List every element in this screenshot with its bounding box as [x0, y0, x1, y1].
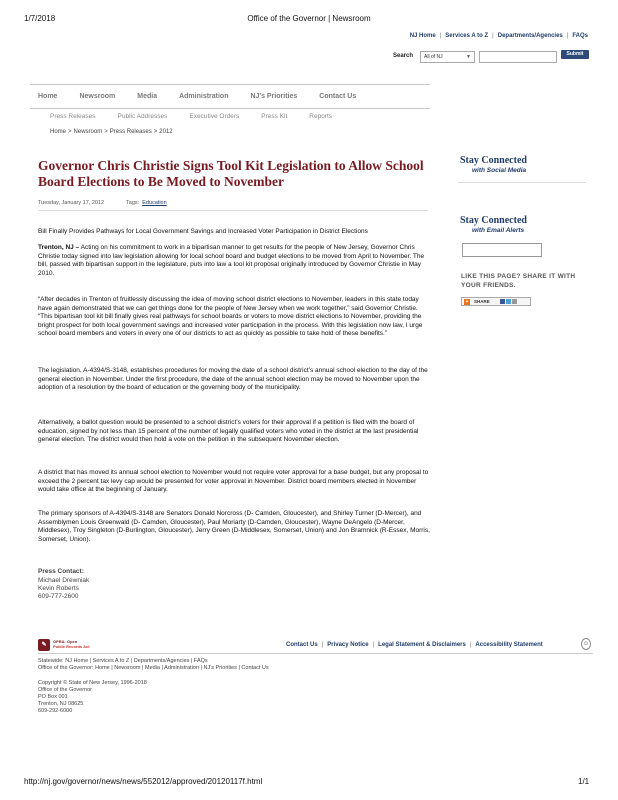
article-paragraph-3: The legislation, A-4394/S-3148, establishes procedures for moving the date of a school district’s annual school election to the day of the general election in November. Under the first procedure, the date of the annual school election may be moved to November upon the adoption of a resolution by the board of education or the governing body of the municipality.	[38, 367, 428, 392]
util-link-services[interactable]: Services A to Z	[445, 33, 489, 39]
separator: |	[566, 33, 569, 39]
print-date: 1/7/2018	[24, 14, 56, 23]
breadcrumb-separator: >	[153, 129, 158, 135]
article-headline: Governor Chris Christie Signs Tool Kit Legislation to Allow School Board Elections to Be Moved to November	[38, 158, 424, 189]
opra-line-2: Public Records Act	[53, 643, 90, 649]
copyright: Copyright © State of New Jersey, 1996-2018	[38, 680, 147, 686]
article-paragraph-2: “After decades in Trenton of fruitlessly discussing the idea of moving school district elections to November, leaders in this state today have again demonstrated that we can get things done for the people of New Jersey when we work together,” said Governor Christie. “This bipartisan tool kit bill finally gives real pathways for school boards or voters to move district elections to November, providing the bright prospect for both local government savings and increased voter participation in the process. With this legislation now law, I urge school board members and voters in every one of our districts to act as quickly as possible to take hold of these benefits.”	[38, 296, 423, 338]
address-line-1: Office of the Governor	[38, 687, 93, 693]
breadcrumb-separator: >	[68, 129, 72, 135]
share-prompt: LIKE THIS PAGE? SHARE IT WITH YOUR FRIENDS.	[461, 273, 576, 289]
paragraph-1-text: Acting on his commitment to work in a bipartisan manner to get results for the people of New Jersey, Governor Chris Christie today signed into law legislation allowing for local school board and budget elections to be moved from April to November. The bill, passed with bipartisan support in the legislature, puts into law a tool kit proposal originally introduced by Governor Christie in May 2010.	[38, 244, 425, 277]
article-paragraph-6: The primary sponsors of A-4394/S-3148 are Senators Donald Norcross (D- Camden, Gloucester), and Shirley Turner (D-Mercer), and Assemblymen Louis Greenwald (D- Camden, Gloucester), Paul Moriarty (D-Camden, Gloucester), Wayne DeAngelo (D-Mercer, Middlesex), Troy Singleton (D-Burlington, Gloucester), Jerry Green (D-Middlesex, Somerset, Union) and Jon Bramnick (R-Essex, Morris, Somerset, Union).	[38, 510, 430, 543]
email-alerts-link[interactable]: with Email Alerts	[472, 227, 525, 234]
subnav-reports[interactable]: Reports	[309, 113, 333, 120]
nav-home[interactable]: Home	[38, 93, 58, 100]
share-button[interactable]	[461, 297, 531, 306]
util-link-nj-home[interactable]: NJ Home	[409, 33, 436, 39]
tag-link[interactable]: Education	[142, 200, 167, 206]
footer-accessibility[interactable]: Accessibility Statement	[475, 642, 543, 648]
utility-nav	[410, 33, 588, 39]
search-input[interactable]	[479, 51, 557, 63]
facebook-icon	[500, 299, 505, 304]
chevron-down-icon: ▼	[466, 54, 471, 60]
article-date: Tuesday, January 17, 2012	[38, 200, 105, 206]
subnav-public-addresses[interactable]: Public Addresses	[117, 113, 168, 120]
print-url: http://nj.gov/governor/news/news/552012/approved/20120117f.html	[24, 777, 263, 786]
nav-contact[interactable]: Contact Us	[319, 93, 357, 100]
nav-priorities[interactable]: NJ's Priorities	[250, 93, 298, 100]
article-meta	[38, 200, 167, 206]
footer-statewide-links: Statewide: NJ Home | Services A to Z | Departments/Agencies | FAQs	[38, 658, 208, 664]
press-contact-name-1: Michael Drewniak	[38, 577, 90, 584]
press-contact-label: Press Contact:	[38, 568, 84, 575]
footer-contact-us[interactable]: Contact Us	[286, 642, 318, 648]
article-paragraph-1	[38, 244, 430, 278]
press-contact-phone: 609-777-2600	[38, 593, 79, 600]
plus-icon: +	[465, 298, 469, 305]
sub-nav	[50, 113, 354, 120]
dateline: Trenton, NJ –	[38, 244, 80, 251]
breadcrumb-newsroom[interactable]: Newsroom	[73, 129, 103, 135]
print-page-title: Office of the Governor | Newsroom	[247, 14, 371, 23]
email-field[interactable]	[462, 243, 542, 257]
stay-connected-email-title: Stay Connected	[460, 215, 527, 226]
accessibility-icon[interactable]: ☺	[581, 638, 591, 650]
address-phone: 609-292-6000	[38, 708, 73, 714]
main-nav	[30, 84, 430, 109]
opra-badge-icon: ✎	[38, 639, 50, 651]
opra-text	[53, 640, 90, 649]
separator: |	[321, 642, 324, 648]
separator: |	[492, 33, 494, 39]
footer-privacy-notice[interactable]: Privacy Notice	[327, 642, 369, 648]
util-link-departments[interactable]: Departments/Agencies	[497, 33, 563, 39]
breadcrumb-year[interactable]: 2012	[159, 129, 173, 135]
divider	[38, 653, 593, 654]
subnav-press-kit[interactable]: Press Kit	[261, 113, 288, 120]
article-paragraph-5: A district that has moved its annual school election to November would not require voter approval for a base budget, but any proposal to exceed the 2 percent tax levy cap would be presented for voter approval in November. District board members elected in November would take office at the beginning of January.	[38, 469, 429, 494]
breadcrumb-home[interactable]: Home	[50, 129, 67, 135]
opra-line-1: OPRA: Open	[53, 638, 78, 644]
separator: |	[372, 642, 375, 648]
article-paragraph-4: Alternatively, a ballot question would be presented to a school district’s voters for their approval if a petition is filed with the board of education, signed by not less than 15 percent of the number of legally qualified voters who voted in the district at the last presidential general election. The district would then hold a vote on the petition in the subsequent November election.	[38, 419, 419, 444]
nav-media[interactable]: Media	[137, 93, 158, 100]
search-submit-button[interactable]: Submit	[561, 50, 589, 59]
nav-administration[interactable]: Administration	[179, 93, 229, 100]
tags-label: Tags:	[126, 200, 140, 206]
address-line-2: PO Box 001	[38, 694, 68, 700]
breadcrumb-press-releases[interactable]: Press Releases	[109, 129, 152, 135]
press-contact-name-2: Kevin Roberts	[38, 585, 79, 592]
footer-office-links: Office of the Governor: Home | Newsroom | Media | Administration | NJ's Priorities | Contact Us	[38, 665, 269, 671]
email-icon	[512, 299, 517, 304]
separator: |	[469, 642, 472, 648]
divider	[458, 182, 586, 183]
article-subhead: Bill Finally Provides Pathways for Local Government Savings and Increased Voter Participation in District Elections	[38, 228, 368, 235]
twitter-icon	[506, 299, 511, 304]
divider	[38, 210, 428, 211]
print-page-number: 1/1	[578, 777, 590, 786]
search-scope-select[interactable]	[420, 51, 475, 63]
footer-links	[286, 642, 543, 648]
footer-legal-statement[interactable]: Legal Statement & Disclaimers	[378, 642, 466, 648]
breadcrumb-separator: >	[104, 129, 108, 135]
opra-logo[interactable]	[38, 637, 106, 652]
search-label: Search	[393, 53, 414, 59]
stay-connected-social-title: Stay Connected	[460, 155, 527, 166]
breadcrumb	[50, 129, 173, 135]
subnav-press-releases[interactable]: Press Releases	[50, 113, 96, 120]
share-label: SHARE	[474, 299, 490, 304]
subnav-executive-orders[interactable]: Executive Orders	[189, 113, 240, 120]
search-scope-value: All of NJ	[424, 54, 443, 60]
nav-newsroom[interactable]: Newsroom	[79, 93, 116, 100]
social-media-link[interactable]: with Social Media	[472, 167, 527, 174]
util-link-faqs[interactable]: FAQs	[572, 33, 588, 39]
separator: |	[439, 33, 442, 39]
address-line-3: Trenton, NJ 08625	[38, 701, 84, 707]
